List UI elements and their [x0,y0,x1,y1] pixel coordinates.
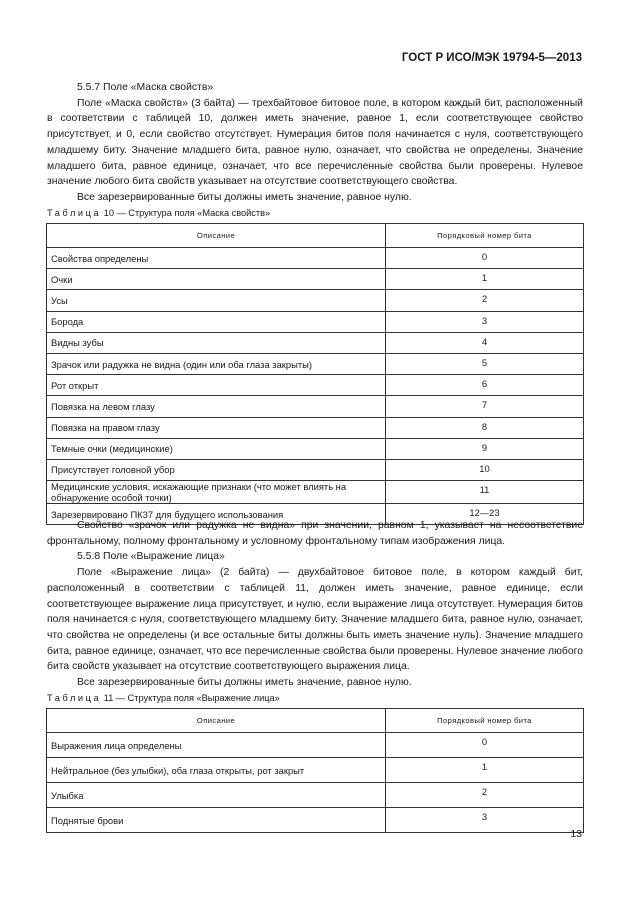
description-cell: Видны зубы [47,332,386,353]
bit-number-cell: 10 [386,459,584,480]
section-title: 5.5.7 Поле «Маска свойств» [77,82,214,93]
column-header: Описание [47,709,386,733]
description-cell: Зрачок или радужка не видна (один или оба глаза закрыты) [47,353,386,374]
paragraph: Поле «Маска свойств» (3 байта) — трехбайтовое битовое поле, в котором каждый бит, расположенный в соответствии с таблицей 10, должен иметь значение, равное 1, если соответствующее свойство присутствует, и 0, если свойство отсутствует. Нумерация битов поля начинается с нуля, соответствующего младшему биту. Значение младшего бита, равное нулю, означает, что свойства не определены. Значение младшего бита, равное единице, означает, что все перечисленные свойства были проверены. Нулевое значение любого бита свойств указывает на отсутствие соответствующего свойства. [47,97,583,188]
table-row [47,783,584,808]
section-title: 5.5.8 Поле «Выражение лица» [77,551,225,563]
table-header-row [47,224,584,248]
table-row [47,269,584,290]
description-cell: Зарезервировано ПК37 для будущего использования [47,504,386,525]
description-cell: Повязка на правом глазу [47,417,386,438]
table-row [47,459,584,480]
description-cell: Очки [47,269,386,290]
description-cell: Повязка на левом глазу [47,396,386,417]
section-5-5-7 [47,80,583,206]
bit-number-cell: 1 [386,269,584,290]
column-header: Порядковый номер бита [386,224,584,248]
bit-number-cell: 12—23 [386,504,584,525]
description-cell: Темные очки (медицинские) [47,438,386,459]
description-cell: Медицинские условия, искажающие признаки (что может влиять на обнаружение особой точки) [47,481,386,504]
note-paragraph: Свойство «зрачок или радужка не видна» при значении, равном 1, указывает на несоответствие фронтальному, полному фронтальному и условному фронтальному типам изображения лица. [47,520,583,547]
description-cell: Поднятые брови [47,808,386,833]
column-header: Описание [47,224,386,248]
bit-number-cell: 9 [386,438,584,459]
description-cell: Усы [47,290,386,311]
description-cell: Рот открыт [47,375,386,396]
description-cell: Свойства определены [47,248,386,269]
description-cell: Борода [47,311,386,332]
section-5-5-8 [47,518,583,691]
bit-number-cell: 7 [386,396,584,417]
table-row [47,311,584,332]
table-row [47,248,584,269]
table-10 [46,223,584,525]
bit-number-cell: 0 [386,248,584,269]
table-row [47,481,584,504]
document-header: ГОСТ Р ИСО/МЭК 19794-5—2013 [401,52,582,64]
bit-number-cell: 6 [386,375,584,396]
caption-text: 10 — Структура поля «Маска свойств» [103,208,271,218]
paragraph: Все зарезервированные биты должны иметь значение, равное нулю. [77,677,412,689]
bit-number-cell: 8 [386,417,584,438]
page-number: 13 [570,828,582,840]
table-caption [47,208,270,218]
table-caption [47,693,280,703]
table-row [47,438,584,459]
caption-word: Таблица [47,693,102,703]
bit-number-cell: 1 [386,758,584,783]
description-cell: Улыбка [47,783,386,808]
table-row [47,758,584,783]
bit-number-cell: 3 [386,311,584,332]
bit-number-cell: 3 [386,808,584,833]
table-row [47,808,584,833]
description-cell: Присутствует головной убор [47,459,386,480]
caption-word: Таблица [47,208,102,218]
table-row [47,417,584,438]
table-row [47,353,584,374]
bit-number-cell: 4 [386,332,584,353]
table-header-row [47,709,584,733]
bit-number-cell: 5 [386,353,584,374]
table-row [47,290,584,311]
description-cell: Выражения лица определены [47,733,386,758]
description-cell: Нейтральное (без улыбки), оба глаза открыты, рот закрыт [47,758,386,783]
paragraph: Поле «Выражение лица» (2 байта) — двухбайтовое битовое поле, в котором каждый бит, расположенный в соответствии с таблицей 11, должен иметь значение, равное единице, если соответствующее выражение лица присутствует, и нулю, если выражение лица отсутствует. Нумерация битов поля начинается с нуля, соответствующего младшему биту. Значение младшего бита, равное нулю, означает, что свойства не определены (и все остальные биты должны быть иметь значение нуль). Значение младшего бита, равное единице, означает, что все перечисленные свойства были проверены. Нулевое значение любого бита свойств указывает на отсутствие соответствующего выражения лица. [47,567,583,673]
paragraph: Все зарезервированные биты должны иметь значение, равное нулю. [77,191,412,203]
table-row [47,332,584,353]
bit-number-cell: 2 [386,783,584,808]
bit-number-cell: 0 [386,733,584,758]
bit-number-cell: 2 [386,290,584,311]
column-header: Порядковый номер бита [386,709,584,733]
caption-text: 11 — Структура поля «Выражение лица» [103,693,280,703]
table-row [47,733,584,758]
table-row [47,396,584,417]
table-row [47,375,584,396]
table-11 [46,708,584,833]
bit-number-cell: 11 [386,481,584,504]
